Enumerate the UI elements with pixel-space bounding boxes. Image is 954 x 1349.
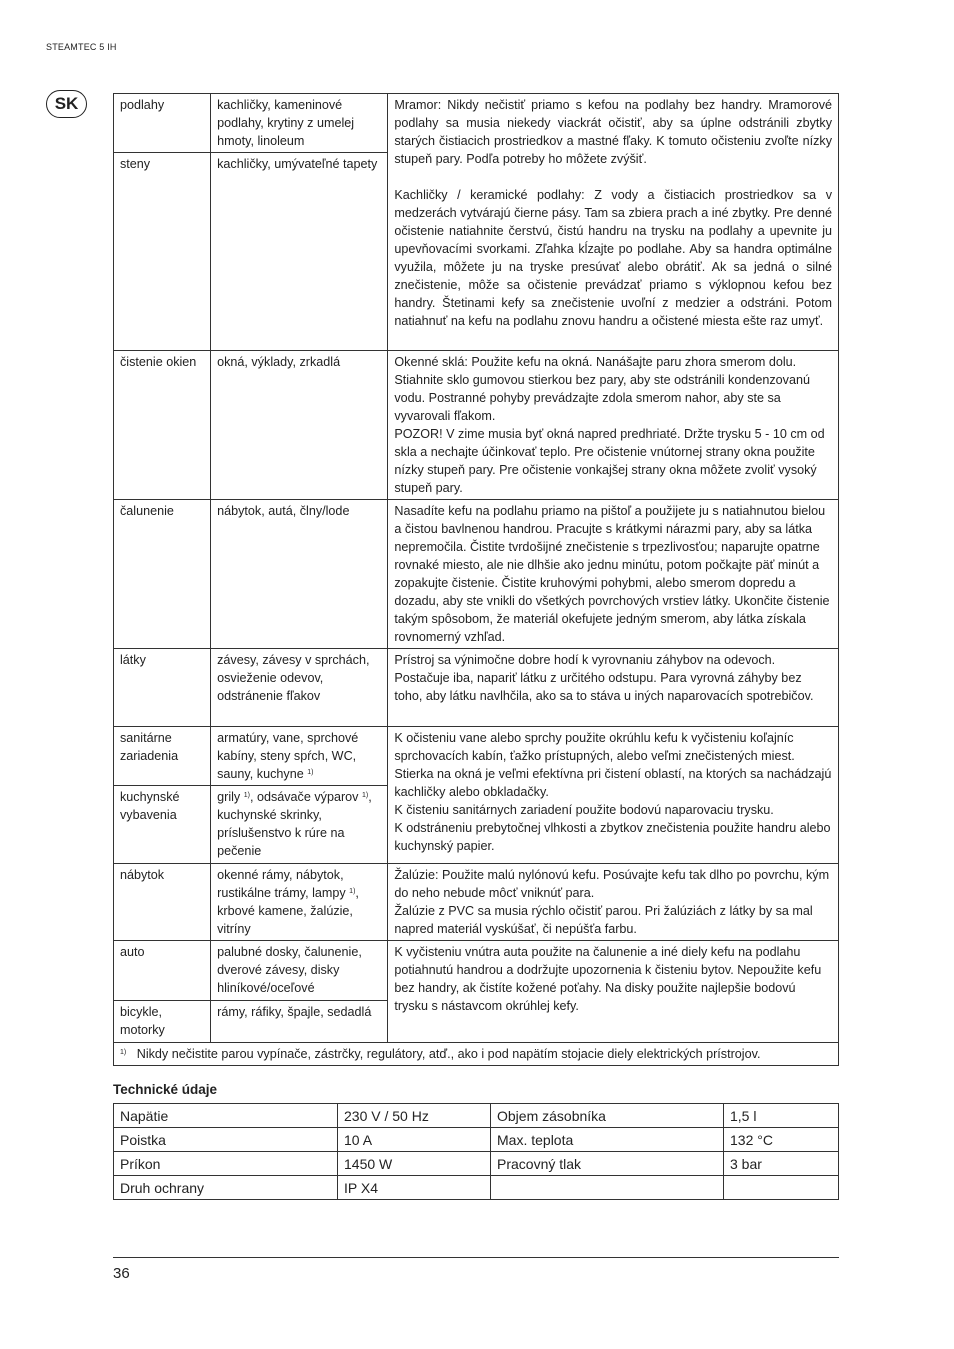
document-header: STEAMTEC 5 IH	[46, 42, 117, 52]
instruction-paragraph: POZOR! V zime musia byť okná napred predhriaté. Držte trysku 5 - 10 cm od skla a nechajte účinkovať teplo. Pre očistenie vnútornej strany okna použite nízky stupeň pary. Pre očistenie vonkajšej strany okna môžete zvoliť vysoký stupeň pary.	[394, 427, 825, 495]
area-cell: auto	[114, 941, 211, 1001]
area-cell: sanitárne zariadenia	[114, 727, 211, 786]
spec-label: Max. teplota	[491, 1128, 724, 1152]
spec-label: Príkon	[114, 1152, 338, 1176]
footnote-mark: 1)	[120, 1049, 127, 1056]
spec-value	[724, 1176, 839, 1200]
area-cell: čistenie okien	[114, 351, 211, 500]
items-text: , krbové kamene, žalúzie, vitríny	[217, 886, 359, 936]
items-cell: palubné dosky, čalunenie, dverové závesy, disky hliníkové/oceľové	[211, 941, 388, 1001]
items-text: , odsávače výparov	[249, 790, 359, 804]
instructions-cell	[388, 727, 839, 864]
instructions-cell: Prístroj sa výnimočne dobre hodí k vyrovnaniu záhybov na odevoch. Postačuje iba, napariť látku z určitého odstupu. Para vyrovná záhyby bez toho, aby látku navlhčila, ako sa to stáva u iných naparovacích spotrebičov.	[388, 649, 839, 727]
table-row	[114, 1104, 839, 1128]
instruction-paragraph: Žalúzie z PVC sa musia rýchlo očistiť parou. Pri žalúziách z látky by sa mal napred materiál vyskúšať, či nepúšťa farbu.	[394, 904, 813, 936]
footnote-ref: 1)	[349, 888, 356, 895]
instructions-cell	[388, 864, 839, 941]
table-row	[114, 864, 839, 941]
spec-label: Objem zásobníka	[491, 1104, 724, 1128]
spec-label	[491, 1176, 724, 1200]
instruction-paragraph: Kachličky / keramické podlahy: Z vody a čistiacich prostriedkov sa v medzerách vytvárajú čierne pásy. Tam sa zbiera prach a iné zbytky. Pre denné očistenie natiahnite čerstvú, čistú handru na trysku na podlahy a upevnite ju upevňovacími svorkami. Zľahka kĺzajte po podlahe. Aby sa handra optimálne využila, môžete ju na tryske presúvať alebo obrátiť. Ak sa jedná o silné znečistenie, môže sa očistenie prevádzať priamo s výklopnou kefou bez handry. Štetinami kefy sa znečistenie uvoľní z medzier a odstráni. Potom natiahnuť na kefu na podlahu znovu handru a očistené miesta ešte raz umyť.	[394, 188, 832, 328]
spec-label: Napätie	[114, 1104, 338, 1128]
items-cell: okná, výklady, zrkadlá	[211, 351, 388, 500]
instructions-cell	[388, 351, 839, 500]
cleaning-table	[113, 93, 839, 1066]
items-text: grily	[217, 790, 241, 804]
footer-rule	[113, 1257, 839, 1258]
spec-value: 10 A	[338, 1128, 491, 1152]
table-row	[114, 727, 839, 786]
items-cell	[211, 864, 388, 941]
footnote-row	[114, 1043, 839, 1066]
table-row	[114, 1128, 839, 1152]
items-cell: kachličky, umývateľné tapety	[211, 153, 388, 351]
tech-data-title: Technické údaje	[113, 1082, 218, 1097]
items-cell: kachličky, kameninové podlahy, krytiny z umelej hmoty, linoleum	[211, 94, 388, 153]
footnote-text: Nikdy nečistite parou vypínače, zástrčky, regulátory, atď., ako i pod napätím stojacie diely elektrických prístrojov.	[136, 1047, 761, 1061]
spec-label: Pracovný tlak	[491, 1152, 724, 1176]
spec-label: Druh ochrany	[114, 1176, 338, 1200]
page-number: 36	[113, 1265, 130, 1282]
area-cell: látky	[114, 649, 211, 727]
items-text: okenné rámy, nábytok, rustikálne trámy, lampy	[217, 868, 346, 900]
items-cell	[211, 727, 388, 786]
footnote-ref: 1)	[361, 792, 369, 799]
instruction-paragraph: Mramor: Nikdy nečistiť priamo s kefou na podlahy bez handry. Mramorové podlahy sa musia niekedy viackrát očistiť, aby sa úplne odstránili zbytky starých čistiacich prostriedkov a mastné fľaky. K tomuto očisteniu zvoľte nízky stupeň pary. Podľa potreby ho môžete zvýšiť.	[394, 98, 832, 166]
table-row	[114, 351, 839, 500]
instructions-cell	[388, 94, 839, 351]
table-row	[114, 941, 839, 1001]
instruction-paragraph: K očisteniu vane alebo sprchy použite okrúhlu kefu k vyčisteniu koľajníc sprchovacích kabín, ťažko prístupných, alebo veľmi znečistených miest. Stierka na okná je veľmi efektívna pri čistení oblastí, na ktorých sa nachádzajú kachličky alebo obkladačky.	[394, 731, 832, 799]
area-cell: nábytok	[114, 864, 211, 941]
area-cell: podlahy	[114, 94, 211, 153]
area-cell: čalunenie	[114, 500, 211, 649]
tech-data-table	[113, 1103, 839, 1200]
footnote-ref: 1)	[307, 769, 314, 776]
instructions-cell: Nasadíte kefu na podlahu priamo na pištoľ a použijete ju s natiahnutou bielou a čistou bavlnenou handrou. Pracujte s krátkymi nárazmi pary, aby sa látka nepremočila. Čistite tvrdošijné znečistenie s trpezlivosťou; naparujte opatrne rovnaké miesto, ale nie dlhšie ako jednu minútu, potom počkajte päť minút a zopakujte čistenie. Čistite kruhovými pohybmi, alebo smerom dopredu a dozadu, aby ste vnikli do všetkých povrchových vrstiev látky. Ukončite čistenie takým spôsobom, že materiál okefujete jedným smerom, aby látka získala rovnomerný vzhľad.	[388, 500, 839, 649]
spec-value: 1450 W	[338, 1152, 491, 1176]
table-row	[114, 94, 839, 153]
instruction-paragraph: Okenné sklá: Použite kefu na okná. Nanášajte paru zhora smerom dolu. Stiahnite sklo gumovou stierkou bez pary, aby ste odstránili kondenzovanú vodu. Postranné pohyby prevádzajte zdola smerom nahor, aby ste sa vyvarovali fľakom.	[394, 355, 810, 423]
items-cell: závesy, závesy v sprchách, osvieženie odevov, odstránenie fľakov	[211, 649, 388, 727]
instruction-paragraph: K odstráneniu prebytočnej vlhkosti a zbytkov znečistenia použite handru alebo kuchynský papier.	[394, 821, 831, 853]
table-row	[114, 649, 839, 727]
spec-label: Poistka	[114, 1128, 338, 1152]
spec-value: 3 bar	[724, 1152, 839, 1176]
area-cell: bicykle, motorky	[114, 1001, 211, 1043]
table-row	[114, 1176, 839, 1200]
spec-value: 1,5 l	[724, 1104, 839, 1128]
instruction-paragraph: Žalúzie: Použite malú nylónovú kefu. Posúvajte kefu tak dlho po povrchu, kým do neho nebude môcť vniknúť para.	[394, 868, 830, 900]
table-row	[114, 1152, 839, 1176]
language-badge: SK	[46, 90, 87, 118]
instructions-cell: K vyčisteniu vnútra auta použite na čalunenie a iné diely kefu na podlahu potiahnutú handrou a dodržujte upozornenia k čisteniu bytov. Nepoužite kefu bez handry, ak čistíte kožené poťahy. Na disky použite najlepšie bodovú trysku s nástavcom okrúhlej kefy.	[388, 941, 839, 1043]
items-text: armatúry, vane, sprchové kabíny, steny spŕch, WC, sauny, kuchyne	[217, 731, 359, 781]
items-cell	[211, 786, 388, 864]
instruction-paragraph: K čisteniu sanitárnych zariadení použite bodovú naparovaciu trysku.	[394, 803, 774, 817]
area-cell: steny	[114, 153, 211, 351]
spec-value: 230 V / 50 Hz	[338, 1104, 491, 1128]
area-cell: kuchynské vybavenia	[114, 786, 211, 864]
items-cell: rámy, ráfiky, špajle, sedadlá	[211, 1001, 388, 1043]
table-row	[114, 500, 839, 649]
items-text: , kuchynské skrinky, príslušenstvo k rúre na pečenie	[217, 790, 372, 858]
spec-value: IP X4	[338, 1176, 491, 1200]
items-cell: nábytok, autá, člny/lode	[211, 500, 388, 649]
footnote-ref: 1)	[243, 792, 250, 799]
footnote-cell	[114, 1043, 839, 1066]
spec-value: 132 °C	[724, 1128, 839, 1152]
